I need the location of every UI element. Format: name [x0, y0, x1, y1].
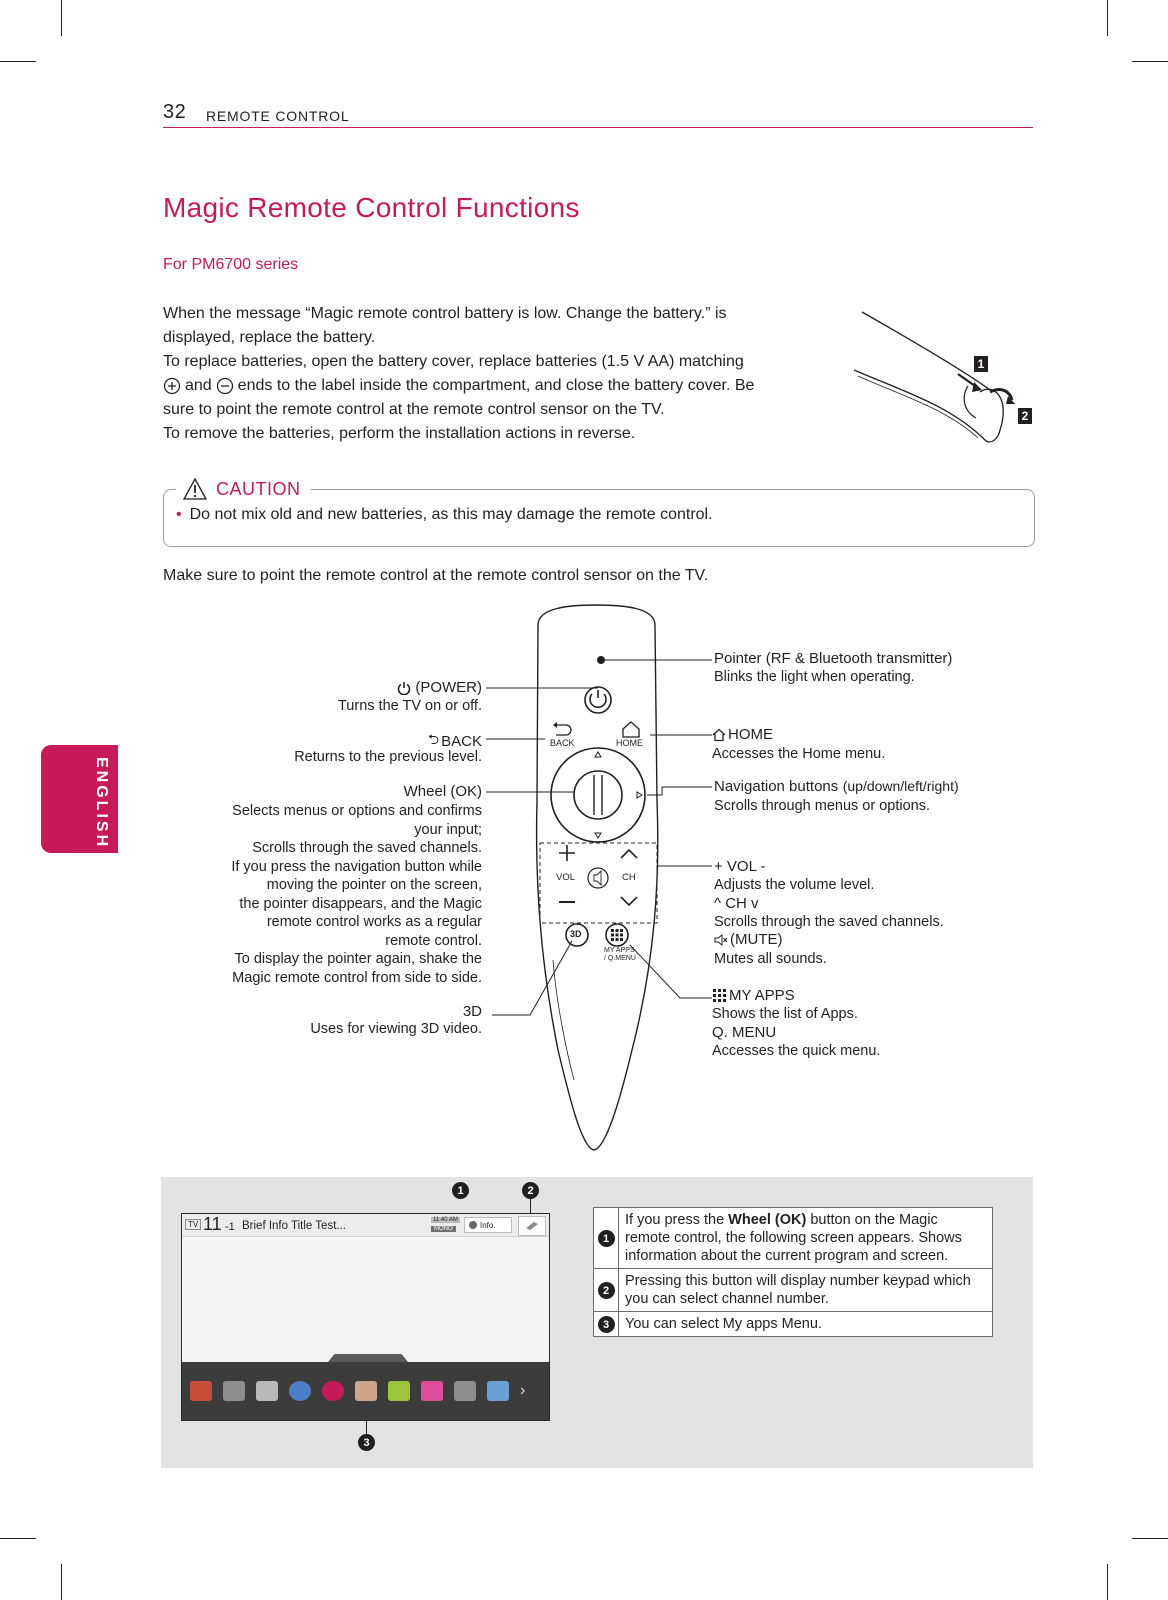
caution-text: Do not mix old and new batteries, as this may damage the remote control.: [189, 506, 713, 523]
number-keypad-button[interactable]: [518, 1216, 546, 1236]
qmenu-title: Q. MENU: [712, 1024, 777, 1041]
row-text-cell: [619, 1312, 993, 1337]
myapps-title: MY APPS: [729, 987, 795, 1004]
page-title: Magic Remote Control Functions: [163, 192, 580, 223]
qmenu-desc: Accesses the quick menu.: [712, 1043, 881, 1059]
myapps-callout-title: [713, 987, 795, 1004]
intro-line: displayed, replace the battery.: [163, 329, 376, 346]
audio-mode: MONO: [431, 1226, 456, 1232]
wheel-desc-line: Selects menus or options and confirms: [232, 803, 482, 819]
step-marker-2: 2: [1018, 408, 1032, 424]
remote-myapps-label: MY APPS: [604, 947, 635, 954]
caution-item: [176, 506, 713, 524]
app-icon-browser[interactable]: [289, 1381, 311, 1401]
row-text-cell: [619, 1208, 993, 1269]
back-icon: ⮌: [427, 731, 440, 747]
home-callout-title: [712, 726, 773, 743]
model-subtitle: For PM6700 series: [163, 256, 299, 273]
minus-terminal-icon: [216, 377, 234, 395]
row-text-cell: [619, 1269, 993, 1312]
ch-title: ^ CH v: [714, 895, 759, 912]
mute-icon: [714, 933, 728, 947]
pointer-title: Pointer (RF & Bluetooth transmitter): [714, 650, 953, 667]
caution-header: [176, 477, 311, 501]
crop-mark: [1132, 61, 1168, 62]
crop-mark: [1107, 1564, 1108, 1600]
wheel-desc-line: To display the pointer again, shake the: [234, 951, 482, 967]
power-icon: [397, 681, 411, 695]
vol-title: + VOL -: [714, 858, 766, 875]
step-marker-1: 1: [974, 356, 988, 372]
home-icon: [712, 728, 726, 742]
marker-3: 3: [358, 1434, 375, 1451]
mute-title: (MUTE): [730, 931, 783, 948]
wheel-desc-line: Scrolls through the saved channels.: [252, 840, 482, 856]
myapps-desc: Shows the list of Apps.: [712, 1006, 858, 1022]
app-icon-setup[interactable]: [454, 1381, 476, 1401]
intro-and: and: [185, 377, 212, 394]
language-tab-label: ENGLISH: [93, 757, 110, 850]
home-desc: Accesses the Home menu.: [712, 746, 886, 762]
vol-desc: Adjusts the volume level.: [714, 877, 875, 893]
info-table: [593, 1207, 993, 1337]
mute-callout-title: [714, 931, 783, 948]
tv-badge: TV: [185, 1219, 201, 1230]
crop-mark: [1107, 0, 1108, 36]
crop-mark: [1132, 1538, 1168, 1539]
remote-vol-label: VOL: [556, 872, 576, 883]
section-title: REMOTE CONTROL: [206, 108, 350, 124]
channel-minor: -1: [225, 1221, 235, 1233]
remote-back-label: BACK: [550, 738, 575, 748]
apps-grid-icon: [713, 989, 726, 1002]
power-title: (POWER): [415, 679, 482, 696]
info-button[interactable]: [464, 1217, 512, 1233]
app-icon-3d[interactable]: [388, 1381, 410, 1401]
mute-desc: Mutes all sounds.: [714, 951, 827, 967]
program-title: Brief Info Title Test...: [242, 1220, 346, 1232]
remote-home-label: HOME: [616, 738, 643, 748]
nav-suffix: (up/down/left/right): [842, 778, 959, 794]
marker-2-leader: [530, 1199, 531, 1213]
wheel-desc-line: remote control works as a regular: [266, 914, 482, 930]
clock: 11:40 AM: [433, 1217, 458, 1223]
wheel-desc-line: your input;: [414, 821, 482, 838]
wheel-desc-line: the pointer disappears, and the Magic: [239, 895, 482, 912]
3d-title: 3D: [462, 1003, 482, 1020]
app-icon-guide[interactable]: [487, 1381, 509, 1401]
remote-qmenu-label: / Q.MENU: [604, 955, 636, 962]
intro-line: To replace batteries, open the battery cover, replace batteries (1.5 V AA) matching: [163, 353, 744, 370]
remote-3d-label: 3D: [570, 929, 582, 939]
caution-label: CAUTION: [216, 478, 301, 499]
intro-rest: ends to the label inside the compartment, and close the battery cover. Be: [237, 377, 755, 394]
app-icon-input[interactable]: [190, 1381, 212, 1401]
crop-mark: [61, 0, 62, 36]
app-icon-settings[interactable]: [223, 1381, 245, 1401]
ch-desc: Scrolls through the saved channels.: [714, 914, 944, 930]
intro-line: [163, 374, 754, 398]
battery-cover-illustration: [850, 300, 1050, 460]
marker-1: 1: [452, 1182, 469, 1199]
wheel-desc-line: remote control.: [385, 932, 482, 949]
row-text: If you press the: [625, 1212, 729, 1228]
row-num-cell: [594, 1312, 619, 1337]
crop-mark: [0, 1538, 36, 1539]
nav-title: Navigation buttons: [714, 778, 839, 795]
channel-major: 11: [203, 1214, 222, 1234]
intro-line: When the message “Magic remote control battery is low. Change the battery.” is: [163, 305, 727, 322]
pointing-note: Make sure to point the remote control at the remote control sensor on the TV.: [163, 567, 709, 584]
row-number: 3: [598, 1316, 615, 1333]
back-desc: Returns to the previous level.: [294, 749, 482, 765]
table-row: [594, 1208, 993, 1269]
info-button-label: Info.: [480, 1220, 496, 1230]
wheel-desc-line: If you press the navigation button while: [231, 858, 482, 875]
back-title: BACK: [441, 732, 482, 750]
app-icon-media[interactable]: [355, 1381, 377, 1401]
row-num-cell: [594, 1208, 619, 1269]
wheel-desc-line: Magic remote control from side to side.: [232, 969, 482, 986]
home-title: HOME: [728, 726, 773, 743]
marker-2: 2: [522, 1182, 539, 1199]
table-row: [594, 1312, 993, 1337]
wheel-title: Wheel (OK): [403, 783, 482, 800]
page-number: 32: [163, 101, 187, 123]
row-text-bold: Wheel (OK): [728, 1212, 807, 1228]
row-num-cell: [594, 1269, 619, 1312]
pointer-desc: Blinks the light when operating.: [714, 669, 915, 685]
crop-mark: [61, 1564, 62, 1600]
chevron-right-icon[interactable]: ›: [520, 1382, 526, 1399]
table-row: [594, 1269, 993, 1312]
row-number: 2: [598, 1282, 615, 1299]
intro-line: To remove the batteries, perform the installation actions in reverse.: [163, 425, 636, 442]
wheel-desc-line: moving the pointer on the screen,: [266, 877, 482, 893]
row-text: button on the Magic remote control, the following screen appears. Shows information about the current program and screen.: [625, 1212, 962, 1264]
app-icon-search[interactable]: [256, 1381, 278, 1401]
header-rule: [163, 127, 1033, 128]
app-icon-photo[interactable]: [421, 1381, 443, 1401]
remote-body: [537, 605, 658, 1150]
power-desc: Turns the TV on or off.: [337, 698, 482, 714]
plus-terminal-icon: [163, 377, 181, 395]
row-number: 1: [598, 1230, 615, 1247]
bullet-icon: •: [176, 506, 182, 523]
info-icon: [469, 1221, 477, 1229]
crop-mark: [0, 61, 36, 62]
tv-screen: [181, 1213, 550, 1421]
row-text: You can select My apps Menu.: [625, 1316, 822, 1332]
remote-icon: [525, 1221, 539, 1231]
power-callout-title: [397, 679, 482, 696]
nav-desc: Scrolls through menus or options.: [714, 798, 930, 814]
my-apps-bar: [182, 1362, 549, 1420]
warning-icon: [182, 477, 208, 501]
remote-ch-label: CH: [622, 872, 636, 883]
intro-line: sure to point the remote control at the remote control sensor on the TV.: [163, 401, 665, 418]
row-text: Pressing this button will display number keypad which you can select channel number.: [625, 1273, 971, 1307]
3d-desc: Uses for viewing 3D video.: [310, 1021, 482, 1037]
launcher-tab: [328, 1354, 408, 1362]
app-icon-lg[interactable]: [322, 1381, 344, 1401]
nav-callout-title: [714, 778, 959, 796]
wheel-desc: [231, 802, 482, 987]
